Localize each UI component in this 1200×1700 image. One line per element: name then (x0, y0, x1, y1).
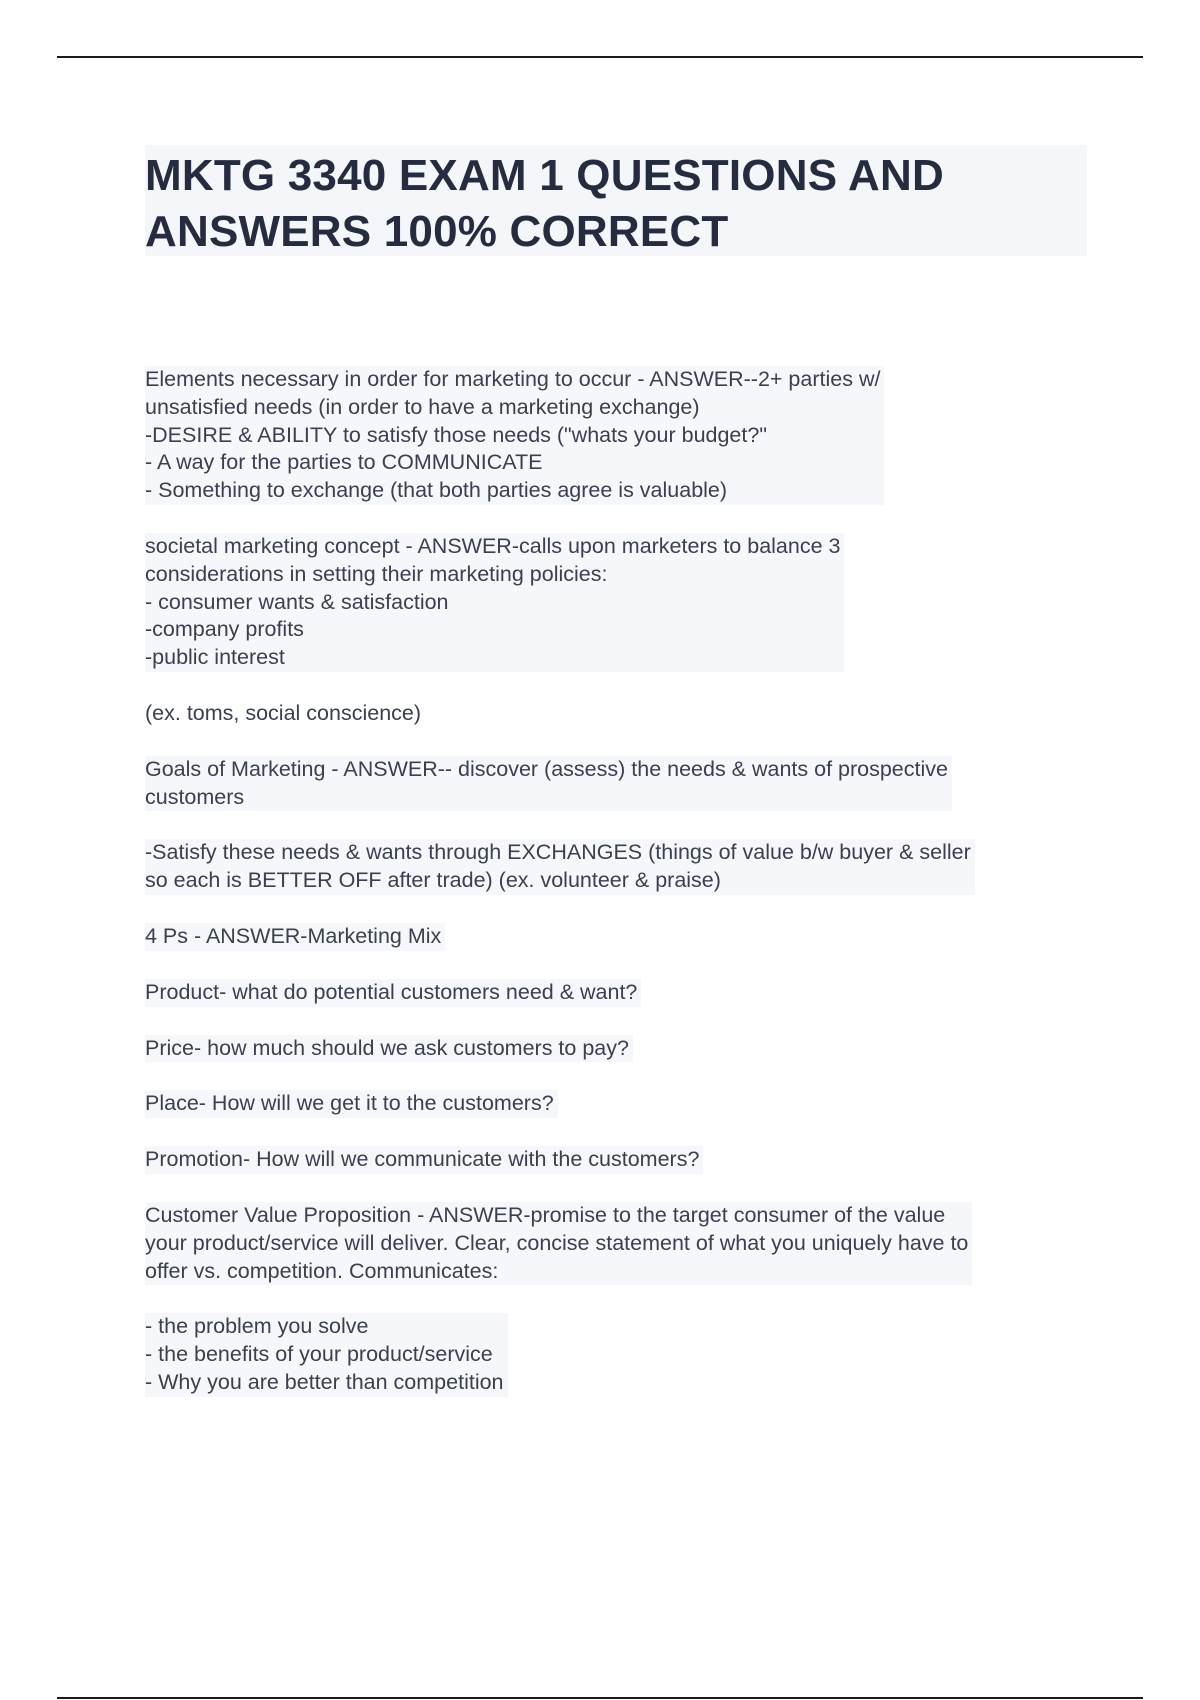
text-line: considerations in setting their marketing policies: (145, 561, 608, 586)
qa-entry-communicates (145, 1313, 1105, 1396)
qa-entry-block (145, 1202, 972, 1285)
qa-entry-block (145, 839, 975, 895)
spacer (145, 728, 1105, 756)
qa-entry-block (145, 533, 844, 672)
qa-entry-block (145, 1090, 558, 1118)
text-line: Promotion- How will we communicate with the customers? (145, 1147, 700, 1172)
qa-entry-block (145, 979, 641, 1007)
qa-entry-block (145, 366, 884, 505)
text-line: - Why you are better than competition (145, 1369, 504, 1394)
qa-entry-example (145, 700, 1105, 728)
qa-entry-place (145, 1090, 1105, 1118)
text-line: - the problem you solve (145, 1314, 369, 1339)
text-line: Goals of Marketing - ANSWER-- discover (assess) the needs & wants of prospective (145, 756, 948, 781)
top-rule (57, 56, 1143, 58)
qa-entry-product (145, 979, 1105, 1007)
text-line: so each is BETTER OFF after trade) (ex. volunteer & praise) (145, 868, 721, 893)
text-line: Elements necessary in order for marketing to occur - ANSWER--2+ parties w/ (145, 367, 881, 391)
spacer (145, 811, 1105, 839)
text-line: unsatisfied needs (in order to have a marketing exchange) (145, 394, 700, 419)
text-line: 4 Ps - ANSWER-Marketing Mix (145, 923, 442, 948)
spacer (145, 951, 1105, 979)
spacer (145, 1285, 1105, 1313)
qa-entry-block (145, 1313, 508, 1396)
qa-entry-promotion (145, 1146, 1105, 1174)
text-line: Place- How will we get it to the customers? (145, 1091, 554, 1116)
qa-entry-goals (145, 756, 1105, 812)
text-line: Customer Value Proposition - ANSWER-promise to the target consumer of the value (145, 1202, 946, 1227)
title-block (145, 145, 1087, 256)
text-line: -DESIRE & ABILITY to satisfy those needs ("whats your budget?" (145, 422, 767, 447)
spacer (145, 895, 1105, 923)
spacer (145, 1007, 1105, 1035)
qa-entry-cvp (145, 1202, 1105, 1285)
text-line: (ex. toms, social conscience) (145, 700, 422, 725)
text-line: customers (145, 784, 245, 809)
qa-entry-4ps (145, 923, 1105, 951)
qa-entry-societal (145, 533, 1105, 672)
text-line: -company profits (145, 617, 304, 642)
page-title (145, 145, 1087, 260)
qa-entry-block (145, 923, 445, 951)
qa-entry-price (145, 1035, 1105, 1063)
spacer (145, 505, 1105, 533)
text-line: societal marketing concept - ANSWER-calls upon marketers to balance 3 (145, 533, 841, 558)
document-body (145, 366, 1105, 1397)
text-line: - consumer wants & satisfaction (145, 589, 449, 614)
qa-entry-block (145, 756, 952, 812)
text-line: -Satisfy these needs & wants through EXCHANGES (things of value b/w buyer & seller (145, 840, 971, 865)
text-line: -public interest (145, 645, 285, 670)
qa-entry-block (145, 1035, 633, 1063)
text-line: - A way for the parties to COMMUNICATE (145, 450, 543, 475)
title-line: ANSWERS 100% CORRECT (145, 207, 729, 256)
bottom-rule (57, 1697, 1143, 1699)
spacer (145, 1062, 1105, 1090)
text-line: - Something to exchange (that both parties agree is valuable) (145, 478, 728, 503)
qa-entry-elements (145, 366, 1105, 505)
title-line: MKTG 3340 EXAM 1 QUESTIONS AND (145, 151, 944, 200)
spacer (145, 1118, 1105, 1146)
spacer (145, 672, 1105, 700)
text-line: your product/service will deliver. Clear, concise statement of what you uniquely have to (145, 1230, 969, 1255)
text-line: - the benefits of your product/service (145, 1342, 493, 1367)
text-line: offer vs. competition. Communicates: (145, 1258, 499, 1283)
qa-entry-block (145, 1146, 703, 1174)
text-line: Product- what do potential customers need & want? (145, 979, 638, 1004)
spacer (145, 1174, 1105, 1202)
text-line: Price- how much should we ask customers to pay? (145, 1035, 629, 1060)
qa-entry-satisfy (145, 839, 1105, 895)
